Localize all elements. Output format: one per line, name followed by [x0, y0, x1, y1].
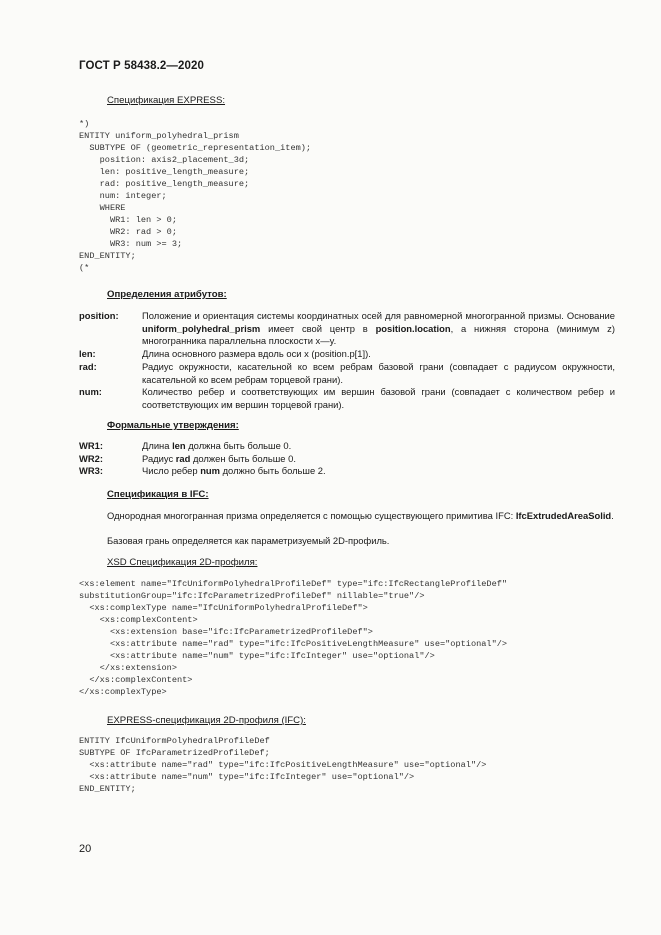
- code-line: (*: [79, 263, 90, 273]
- express-code-block: [79, 118, 311, 274]
- code-line: END_ENTITY;: [79, 251, 136, 261]
- code-line: <xs:complexType name="IfcUniformPolyhedralProfileDef">: [79, 603, 368, 613]
- ifc-paragraph-1: Однородная многогранная призма определяется с помощью существующего примитива IFC: IfcExtrudedAreaSolid.: [107, 510, 614, 521]
- express-spec-heading: Спецификация EXPRESS:: [107, 95, 226, 106]
- xsd-heading: XSD Спецификация 2D-профиля:: [107, 557, 258, 568]
- code-line: <xs:attribute name="num" type="ifc:IfcInteger" use="optional"/>: [79, 772, 415, 782]
- code-line: len: positive_length_measure;: [79, 167, 250, 177]
- def-num: Количество ребер и соответствующих им вершин базовой грани (совпадает с количеством ребер и соответствующих им вершин торцевой грани).: [142, 386, 615, 410]
- code-line: <xs:attribute name="num" type="ifc:IfcInteger" use="optional"/>: [79, 651, 435, 661]
- code-line: rad: positive_length_measure;: [79, 179, 250, 189]
- code-line: </xs:complexType>: [79, 687, 167, 697]
- express-profile-heading: EXPRESS-спецификация 2D-профиля (IFC):: [107, 715, 306, 726]
- code-line: num: integer;: [79, 191, 167, 201]
- term-len: len:: [79, 348, 96, 359]
- page-number: 20: [79, 843, 92, 855]
- document-header: ГОСТ Р 58438.2—2020: [79, 60, 204, 72]
- term-num: num:: [79, 386, 102, 397]
- ifc-heading: Спецификация в IFC:: [107, 489, 209, 500]
- code-line: END_ENTITY;: [79, 784, 136, 794]
- code-line: ENTITY uniform_polyhedral_prism: [79, 131, 239, 141]
- code-line: ENTITY IfcUniformPolyhedralProfileDef: [79, 736, 270, 746]
- attributes-heading: Определения атрибутов:: [107, 289, 227, 300]
- rules-heading: Формальные утверждения:: [107, 420, 239, 431]
- code-line: </xs:extension>: [79, 663, 177, 673]
- code-line: position: axis2_placement_3d;: [79, 155, 250, 165]
- code-line: SUBTYPE OF IfcParametrizedProfileDef;: [79, 748, 270, 758]
- rule-wr2-text: Радиус rad должен быть больше 0.: [142, 453, 296, 464]
- rule-wr2-label: WR2:: [79, 453, 103, 464]
- code-line: SUBTYPE OF (geometric_representation_item);: [79, 143, 312, 153]
- code-line: </xs:complexContent>: [79, 675, 193, 685]
- term-rad: rad:: [79, 361, 97, 372]
- def-position: Положение и ориентация системы координатных осей для равномерной многогранной призмы. Основание uniform_polyhedral_prism имеет свой центр в position.location, а нижняя сторона (минимум z) многогранника параллельна плоскости x—y.: [142, 310, 615, 346]
- xsd-code-block: [79, 578, 507, 698]
- code-line: WHERE: [79, 203, 126, 213]
- code-line: <xs:complexContent>: [79, 615, 198, 625]
- code-line: <xs:element name="IfcUniformPolyhedralProfileDef" type="ifc:IfcRectangleProfileDef": [79, 579, 508, 589]
- code-line: WR3: num >= 3;: [79, 239, 183, 249]
- rule-wr3-text: Число ребер num должно быть больше 2.: [142, 465, 326, 476]
- rule-wr3-label: WR3:: [79, 465, 103, 476]
- ifc-paragraph-2: Базовая грань определяется как параметризуемый 2D-профиль.: [107, 535, 390, 546]
- code-line: substitutionGroup="ifc:IfcParametrizedProfileDef" nillable="true"/>: [79, 591, 425, 601]
- def-rad: Радиус окружности, касательной ко всем ребрам базовой грани (совпадает с радиусом окружности, касательной ко всем ребрам торцевой грани).: [142, 361, 615, 385]
- code-line: WR1: len > 0;: [79, 215, 177, 225]
- def-len: Длина основного размера вдоль оси x (position.p[1]).: [142, 348, 371, 359]
- code-line: <xs:extension base="ifc:IfcParametrizedProfileDef">: [79, 627, 373, 637]
- term-position: position:: [79, 310, 119, 321]
- code-line: *): [79, 119, 90, 129]
- code-line: WR2: rad > 0;: [79, 227, 177, 237]
- rule-wr1-text: Длина len должна быть больше 0.: [142, 440, 292, 451]
- code-line: <xs:attribute name="rad" type="ifc:IfcPositiveLengthMeasure" use="optional"/>: [79, 760, 487, 770]
- express-profile-code-block: [79, 735, 486, 795]
- code-line: <xs:attribute name="rad" type="ifc:IfcPositiveLengthMeasure" use="optional"/>: [79, 639, 508, 649]
- rule-wr1-label: WR1:: [79, 440, 103, 451]
